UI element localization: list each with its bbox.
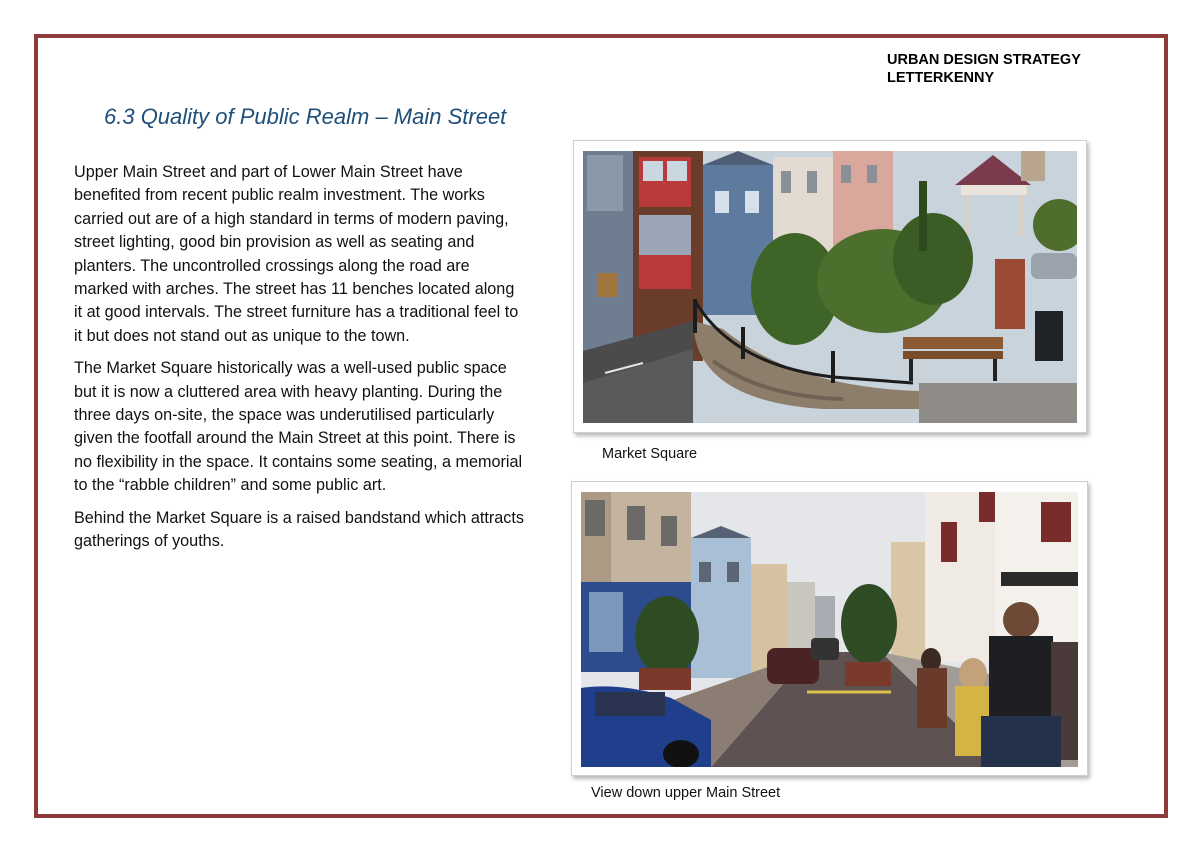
- market-square-caption: Market Square: [602, 446, 698, 462]
- main-street-caption: View down upper Main Street: [591, 785, 781, 801]
- header-line-2: LETTERKENNY: [887, 70, 995, 86]
- main-street-photo-frame: [571, 481, 1088, 776]
- document-header: [887, 51, 1081, 87]
- header-line-1: URBAN DESIGN STRATEGY: [887, 52, 1081, 68]
- paragraph-1: Upper Main Street and part of Lower Main Street have benefited from recent public realm investment. The works carried out are of a high standard in terms of modern paving, street lighting, good bin provision as well as seating and planters. The uncontrolled crossings along the road are marked with arches. The street has 11 benches located along it at good intervals. The street furniture has a traditional feel to it but does not stand out as unique to the town.: [74, 163, 519, 345]
- market-square-photo: [583, 151, 1077, 423]
- main-street-photo: [581, 492, 1078, 767]
- market-square-photo-frame: [573, 140, 1087, 433]
- section-title: 6.3 Quality of Public Realm – Main Street: [104, 104, 507, 129]
- paragraph-2: The Market Square historically was a well-used public space but it is now a cluttered area with heavy planting. During the three days on-site, the space was underutilised particularly given the footfall around the Main Street at this point. There is no flexibility in the space. It contains some seating, a memorial to the “rabble children” and some public art.: [74, 359, 523, 495]
- body-text: [74, 161, 524, 563]
- paragraph-3: Behind the Market Square is a raised bandstand which attracts gatherings of youths.: [74, 508, 524, 551]
